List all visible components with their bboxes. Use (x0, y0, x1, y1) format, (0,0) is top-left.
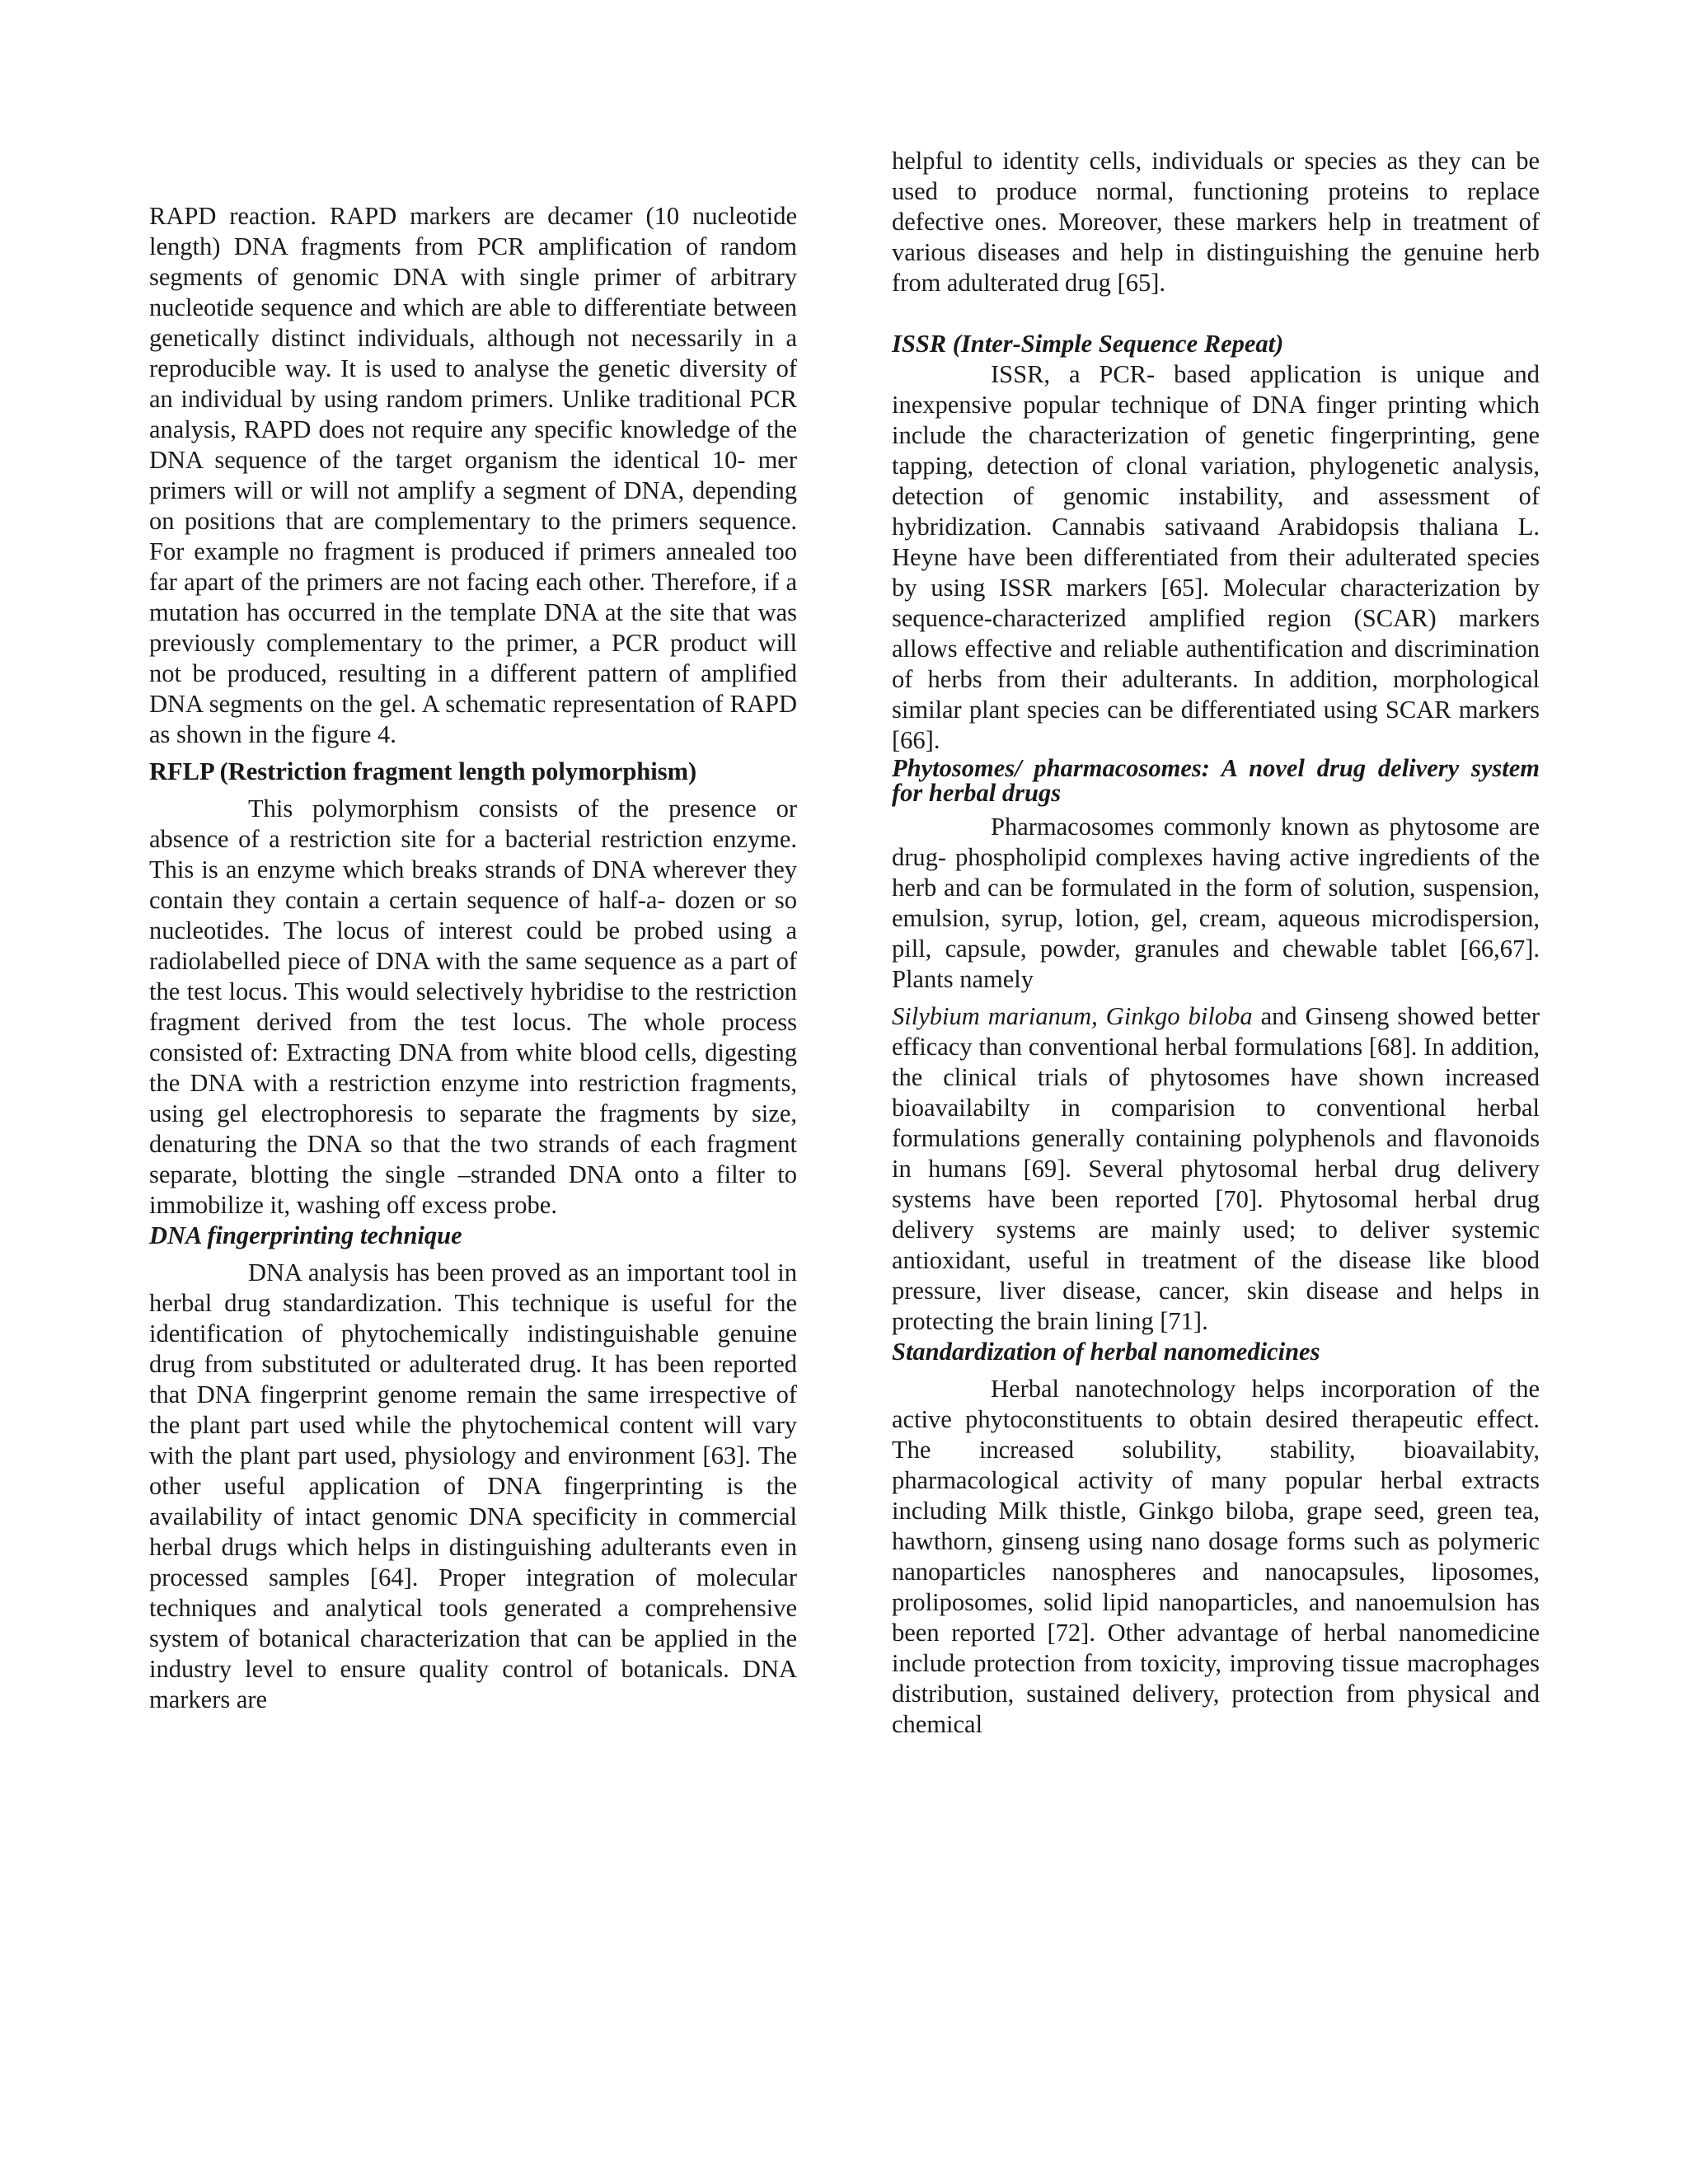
heading-issr: ISSR (Inter-Simple Sequence Repeat) (892, 330, 1284, 358)
heading-phytosomes: Phytosomes/ pharmacosomes: A novel drug delivery system for herbal drugs (892, 754, 1540, 807)
paragraph-rflp: This polymorphism consists of the presence or absence of a restriction site for a bacterial restriction enzyme. This is an enzyme which breaks strands of DNA wherever they contain they contain a certain sequence of half-a- dozen or so nucleotides. The locus of interest could be probed using a radiolabelled piece of DNA with the same sequence as a part of the test locus. This would selectively hybridise to the restriction fragment derived from the test locus. The whole process consisted of: Extracting DNA from white blood cells, digesting the DNA with a restriction enzyme into restriction fragments, using gel electrophoresis to separate the fragments by size, denaturing the DNA so that the two strands of each fragment separate, blotting the single –stranded DNA onto a filter to immobilize it, washing off excess probe. (149, 794, 797, 1219)
right-column (892, 146, 1540, 1740)
paragraph-issr: ISSR, a PCR- based application is unique and inexpensive popular technique of DNA finger printing which include the characterization of genetic fingerprinting, gene tapping, detection of clonal variation, phylogenetic analysis, detection of genomic instability, and assessment of hybridization. Cannabis sativaand Arabidopsis thaliana L. Heyne have been differentiated from their adulterated species by using ISSR markers [65]. Molecular characterization by sequence-characterized amplified region (SCAR) markers allows effective and reliable authentification and discrimination of herbs from their adulterants. In addition, morphological similar plant species can be differentiated using SCAR markers [66]. (892, 360, 1540, 754)
paragraph-phytosomes: Pharmacosomes commonly known as phytosome are drug- phospholipid complexes having active ingredients of the herb and can be formulated in the form of solution, suspension, emulsion, syrup, lotion, gel, cream, aqueous microdispersion, pill, capsule, powder, granules and chewable tablet [66,67]. Plants namely (892, 813, 1540, 993)
paragraph-rapd: RAPD reaction. RAPD markers are decamer (10 nucleotide length) DNA fragments from PCR amplification of random segments of genomic DNA with single primer of arbitrary nucleotide sequence and which are able to differentiate between genetically distinct individuals, although not necessarily in a reproducible way. It is used to analyse the genetic diversity of an individual by using random primers. Unlike traditional PCR analysis, RAPD does not require any specific knowledge of the DNA sequence of the target organism the identical 10- mer primers will or will not amplify a segment of DNA, depending on positions that are complementary to the primers sequence. For example no fragment is produced if primers annealed too far apart of the primers are not facing each other. Therefore, if a mutation has occurred in the template DNA at the site that was previously complementary to the primer, a PCR product will not be produced, resulting in a different pattern of amplified DNA segments on the gel. A schematic representation of RAPD as shown in the figure 4. (149, 202, 797, 748)
paragraph-phytosomes-rest: and Ginseng showed better efficacy than conventional herbal formulations [68]. In addition, the clinical trials of phytosomes have shown increased bioavailabilty in comparision to conventional herbal formulations generally containing polyphenols and flavonoids in humans [69]. Several phytosomal herbal drug delivery systems have been reported [70]. Phytosomal herbal drug delivery systems are mainly used; to deliver systemic antioxidant, useful in treatment of the disease like blood pressure, liver disease, cancer, skin disease and helps in protecting the brain lining [71]. (892, 1002, 1540, 1335)
heading-dna-fingerprinting: DNA fingerprinting technique (149, 1221, 462, 1249)
heading-rflp: RFLP (Restriction fragment length polymorphism) (149, 757, 697, 785)
paragraph-nanomedicines: Herbal nanotechnology helps incorporation of the active phytoconstituents to obtain desired therapeutic effect. The increased solubility, stability, bioavailabity, pharmacological activity of many popular herbal extracts including Milk thistle, Ginkgo biloba, grape seed, green tea, hawthorn, ginseng using nano dosage forms such as polymeric nanoparticles nanospheres and nanocapsules, liposomes, proliposomes, solid lipid nanoparticles, and nanoemulsion has been reported [72]. Other advantage of herbal nanomedicine include protection from toxicity, improving tissue macrophages distribution, sustained delivery, protection from physical and chemical (892, 1375, 1540, 1738)
left-column (149, 201, 797, 1715)
paragraph-continuation: helpful to identity cells, individuals or species as they can be used to produce normal, functioning proteins to replace defective ones. Moreover, these markers help in treatment of various diseases and help in distinguishing the genuine herb from adulterated drug [65]. (892, 147, 1540, 297)
paragraph-dna-fingerprinting: DNA analysis has been proved as an important tool in herbal drug standardization. This technique is useful for the identification of phytochemically indistinguishable genuine drug from substituted or adulterated drug. It has been reported that DNA fingerprint genome remain the same irrespective of the plant part used while the phytochemical content will vary with the plant part used, physiology and environment [63]. The other useful application of DNA fingerprinting is the availability of intact genomic DNA specificity in commercial herbal drugs which helps in distinguishing adulterants even in processed samples [64]. Proper integration of molecular techniques and analytical tools generated a comprehensive system of botanical characterization that can be applied in the industry level to ensure quality control of botanicals. DNA markers are (149, 1258, 797, 1713)
heading-nanomedicines: Standardization of herbal nanomedicines (892, 1338, 1320, 1366)
plant-names-italic: Silybium marianum, Ginkgo biloba (892, 1002, 1253, 1030)
paragraph-phytosomes-continued (892, 1001, 1540, 1337)
